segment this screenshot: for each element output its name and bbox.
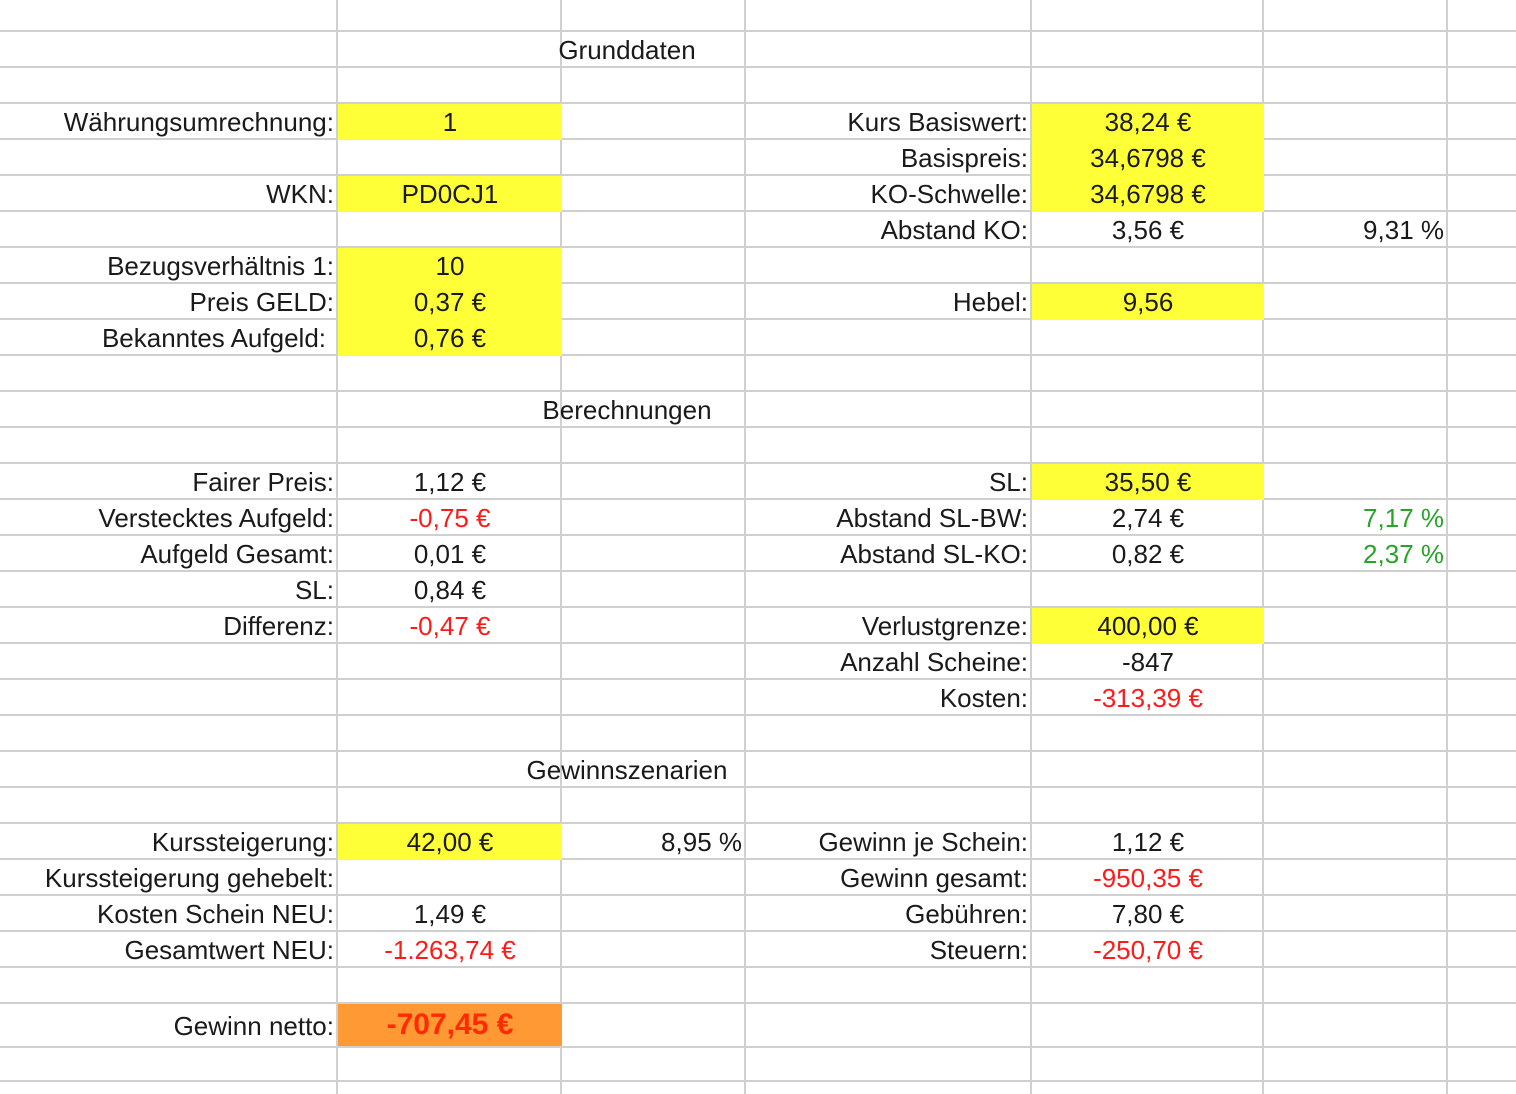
value-abstand-sl-ko-percent[interactable]: 2,37 %	[1363, 538, 1444, 569]
label-aufgeld-gesamt[interactable]: Aufgeld Gesamt:	[140, 538, 334, 569]
label-kosten-schein-neu[interactable]: Kosten Schein NEU:	[96, 898, 334, 929]
input-waehrungsumrechnung[interactable]: 1	[338, 104, 562, 140]
label-wkn[interactable]: WKN:	[266, 178, 334, 209]
label-gesamtwert-neu[interactable]: Gesamtwert NEU:	[124, 934, 334, 965]
value-differenz[interactable]: -0,47 €	[409, 610, 491, 641]
value-abstand-sl-ko[interactable]: 0,82 €	[1111, 538, 1185, 569]
input-ko-schwelle[interactable]: 34,6798 €	[1032, 176, 1264, 212]
input-basispreis[interactable]: 34,6798 €	[1032, 140, 1264, 176]
section-header-gewinnszenarien[interactable]: Gewinnszenarien	[526, 754, 728, 785]
input-kurssteigerung[interactable]: 42,00 €	[338, 824, 562, 860]
label-waehrungsumrechnung[interactable]: Währungsumrechnung:	[63, 106, 334, 137]
label-hebel[interactable]: Hebel:	[952, 286, 1028, 317]
value-aufgeld-gesamt[interactable]: 0,01 €	[413, 538, 487, 569]
label-basispreis[interactable]: Basispreis:	[900, 142, 1028, 173]
value-sl-left[interactable]: 0,84 €	[413, 574, 487, 605]
grid-row-line	[0, 1080, 1516, 1082]
value-gewinn-netto[interactable]: -707,45 €	[338, 1004, 562, 1046]
input-hebel[interactable]: 9,56	[1032, 284, 1264, 320]
label-abstand-sl-bw[interactable]: Abstand SL-BW:	[836, 502, 1028, 533]
value-gesamtwert-neu[interactable]: -1.263,74 €	[384, 934, 516, 965]
value-gebuehren[interactable]: 7,80 €	[1111, 898, 1185, 929]
label-differenz[interactable]: Differenz:	[223, 610, 334, 641]
value-fairer-preis[interactable]: 1,12 €	[413, 466, 487, 497]
input-bezugsverhaeltnis[interactable]: 10	[338, 248, 562, 284]
value-steuern[interactable]: -250,70 €	[1093, 934, 1203, 965]
label-verlustgrenze[interactable]: Verlustgrenze:	[861, 610, 1028, 641]
label-kurssteigerung-gehebelt[interactable]: Kurssteigerung gehebelt:	[44, 862, 334, 893]
label-gebuehren[interactable]: Gebühren:	[905, 898, 1028, 929]
value-abstand-sl-bw-percent[interactable]: 7,17 %	[1363, 502, 1444, 533]
value-gewinn-je-schein[interactable]: 1,12 €	[1111, 826, 1185, 857]
value-kosten[interactable]: -313,39 €	[1093, 682, 1203, 713]
label-ko-schwelle[interactable]: KO-Schwelle:	[870, 178, 1028, 209]
value-anzahl-scheine[interactable]: -847	[1121, 646, 1175, 677]
label-abstand-ko[interactable]: Abstand KO:	[880, 214, 1028, 245]
value-abstand-ko[interactable]: 3,56 €	[1111, 214, 1185, 245]
input-preis-geld[interactable]: 0,37 €	[338, 284, 562, 320]
section-header-berechnungen[interactable]: Berechnungen	[542, 394, 712, 425]
label-abstand-sl-ko[interactable]: Abstand SL-KO:	[840, 538, 1028, 569]
label-gewinn-je-schein[interactable]: Gewinn je Schein:	[818, 826, 1028, 857]
label-fairer-preis[interactable]: Fairer Preis:	[192, 466, 334, 497]
label-gewinn-netto[interactable]: Gewinn netto:	[173, 1010, 334, 1041]
input-wkn[interactable]: PD0CJ1	[338, 176, 562, 212]
grid-row-line	[0, 1046, 1516, 1048]
label-verstecktes-aufgeld[interactable]: Verstecktes Aufgeld:	[98, 502, 334, 533]
section-header-grunddaten[interactable]: Grunddaten	[558, 34, 696, 65]
label-preis-geld[interactable]: Preis GELD:	[189, 286, 334, 317]
input-verlustgrenze[interactable]: 400,00 €	[1032, 608, 1264, 644]
value-gewinn-gesamt[interactable]: -950,35 €	[1093, 862, 1203, 893]
label-kosten[interactable]: Kosten:	[939, 682, 1028, 713]
value-kurssteigerung-percent[interactable]: 8,95 %	[661, 826, 742, 857]
value-abstand-ko-percent[interactable]: 9,31 %	[1363, 214, 1444, 245]
value-abstand-sl-bw[interactable]: 2,74 €	[1111, 502, 1185, 533]
label-sl-left[interactable]: SL:	[294, 574, 334, 605]
value-verstecktes-aufgeld[interactable]: -0,75 €	[409, 502, 491, 533]
grid-row-line	[0, 1002, 1516, 1004]
label-steuern[interactable]: Steuern:	[929, 934, 1028, 965]
label-anzahl-scheine[interactable]: Anzahl Scheine:	[840, 646, 1028, 677]
label-gewinn-gesamt[interactable]: Gewinn gesamt:	[840, 862, 1028, 893]
label-kurs-basiswert[interactable]: Kurs Basiswert:	[847, 106, 1028, 137]
input-kurs-basiswert[interactable]: 38,24 €	[1032, 104, 1264, 140]
label-sl-right[interactable]: SL:	[988, 466, 1028, 497]
label-bezugsverhaeltnis[interactable]: Bezugsverhältnis 1:	[107, 250, 334, 281]
value-kosten-schein-neu[interactable]: 1,49 €	[413, 898, 487, 929]
input-bekanntes-aufgeld[interactable]: 0,76 €	[338, 320, 562, 356]
label-bekanntes-aufgeld[interactable]: Bekanntes Aufgeld:	[101, 322, 326, 353]
input-sl-right[interactable]: 35,50 €	[1032, 464, 1264, 500]
label-kurssteigerung[interactable]: Kurssteigerung:	[151, 826, 334, 857]
